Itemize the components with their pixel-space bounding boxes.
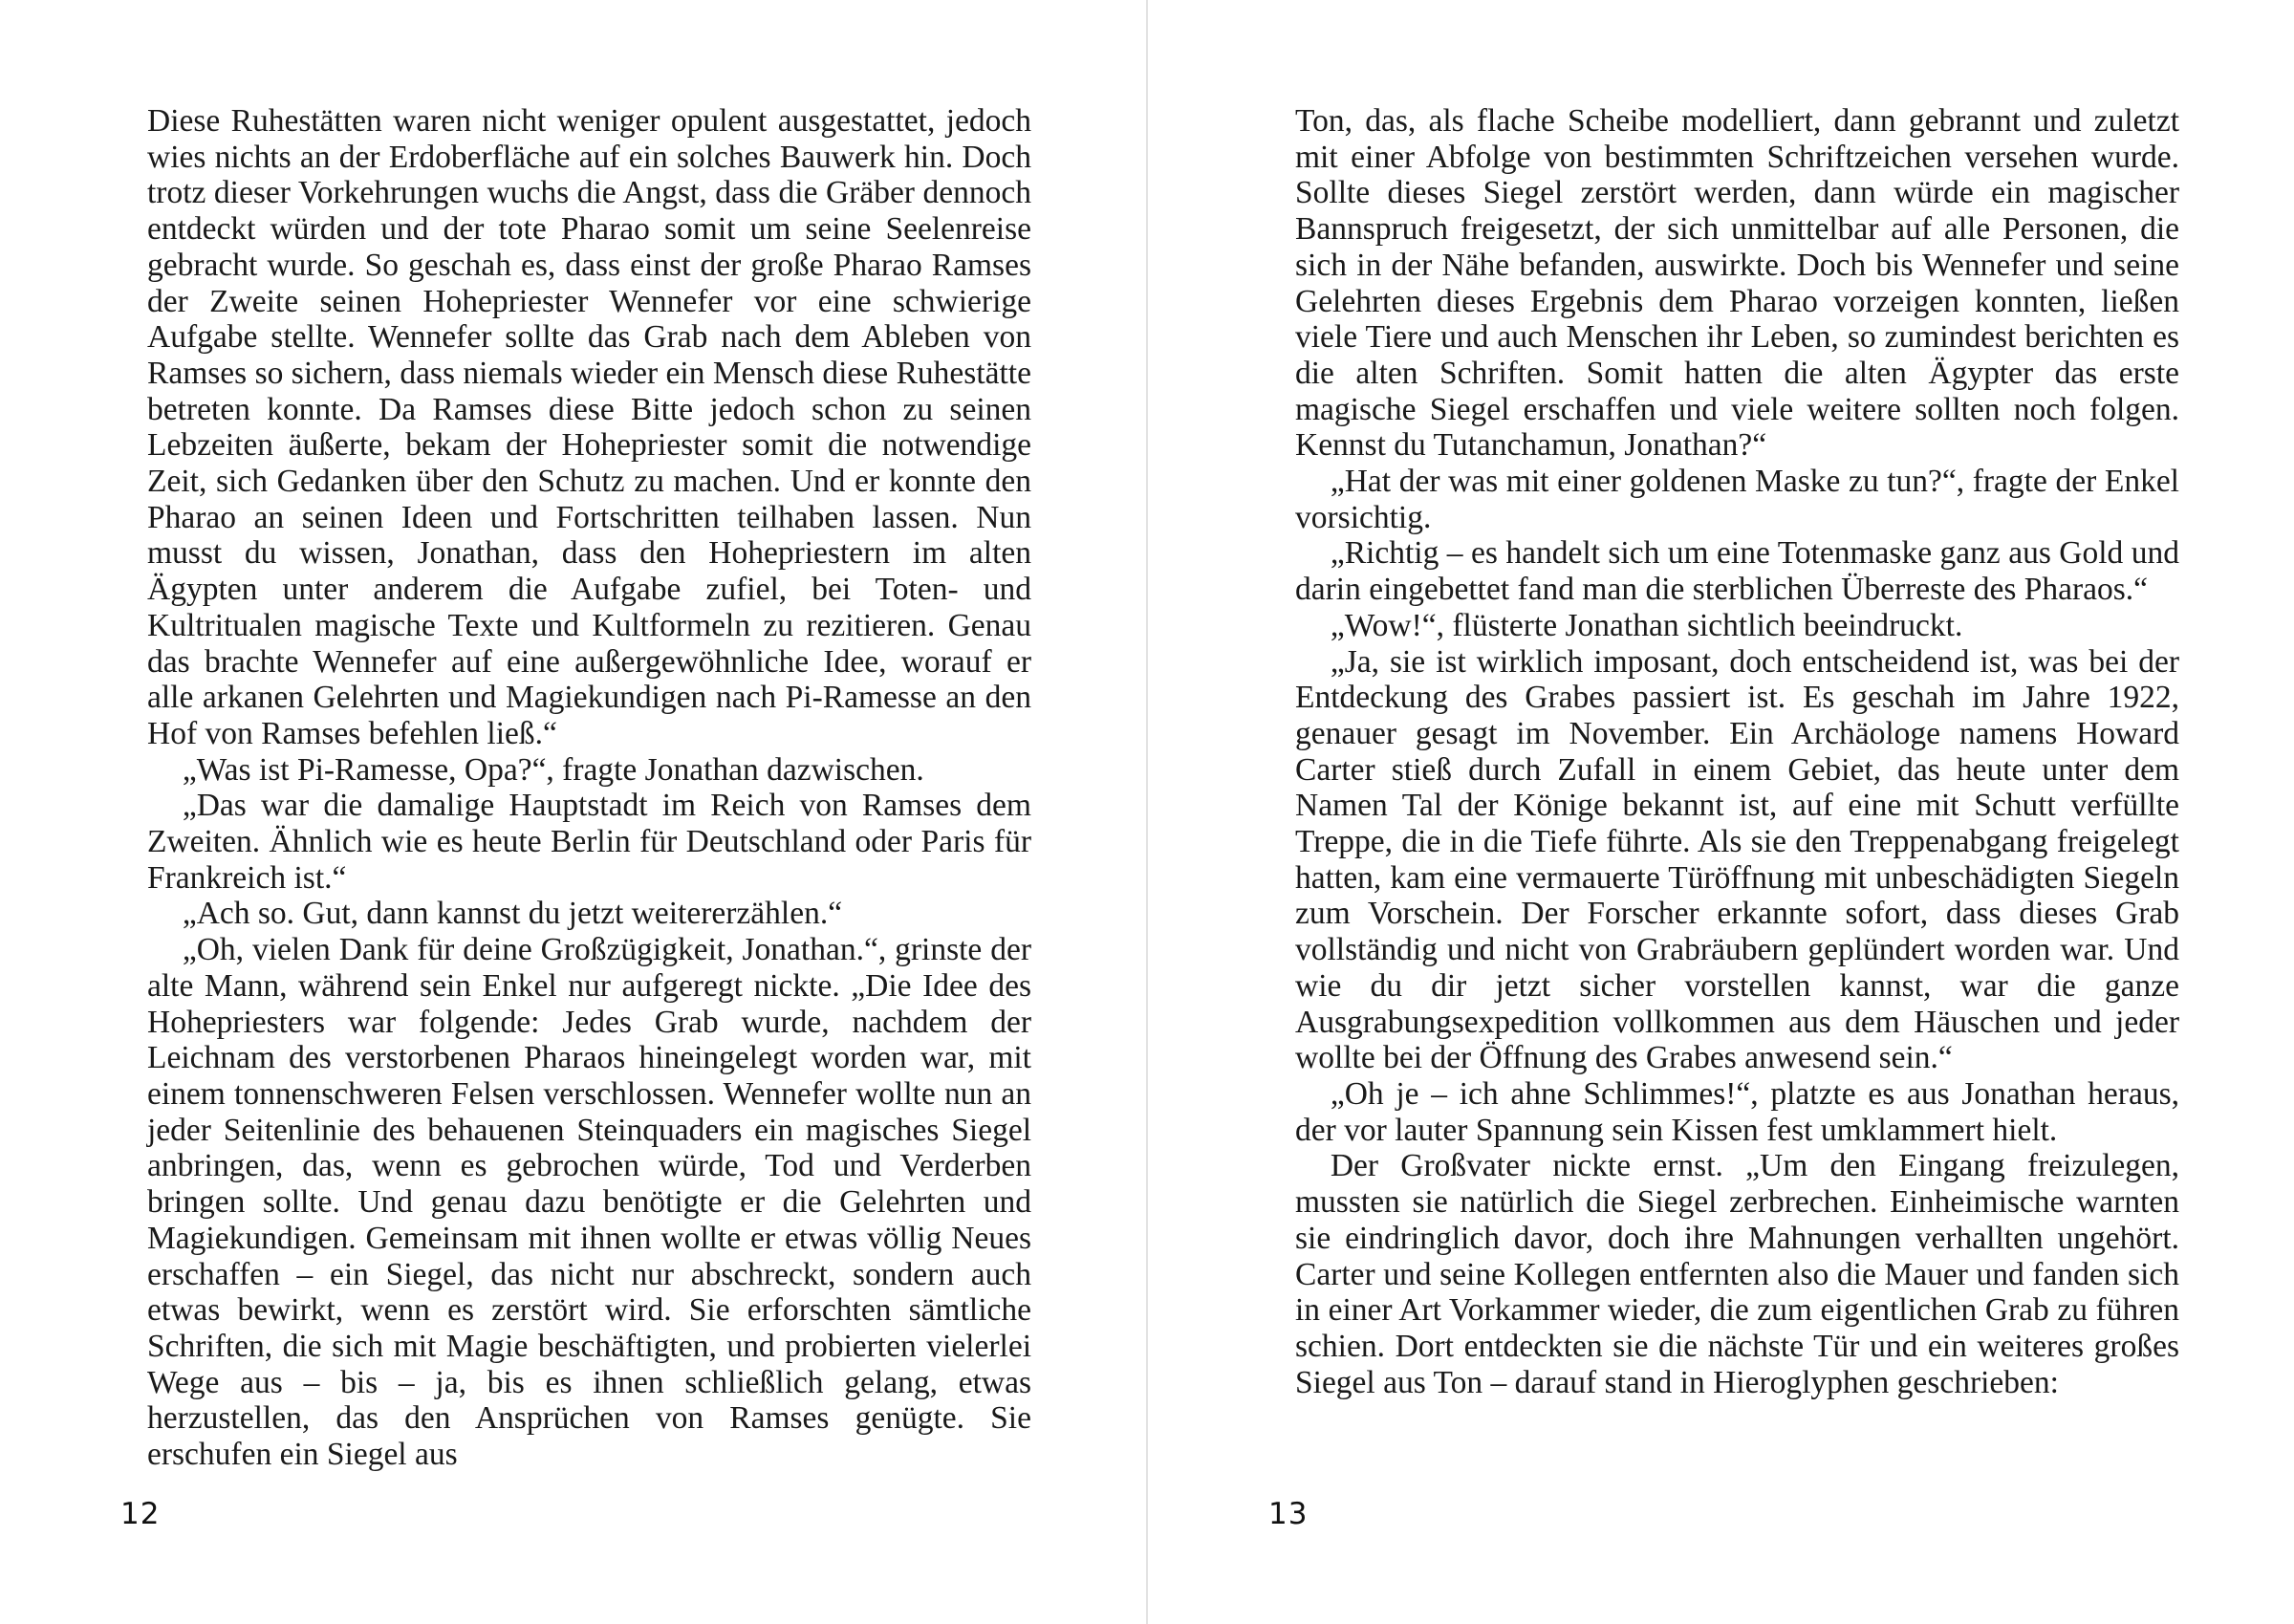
right-page [1148,0,2294,1624]
page-number: 12 [120,1497,161,1531]
page-number: 13 [1268,1497,1309,1531]
paragraph: „Wow!“, flüsterte Jonathan sichtlich beeindruckt. [1330,607,1963,643]
left-page [0,0,1146,1624]
paragraph: „Oh, vielen Dank für deine Großzügigkeit, Jonathan.“, grinste der alte Mann, während sein Enkel nur aufgeregt nickte. „Die Idee des Hohepriesters war folgende: Jedes Grab wurde, nachdem der Leichnam des verstorbenen Pharaos hineingelegt worden war, mit einem tonnenschweren Felsen verschlossen. Wennefer wollte nun an jeder Seitenlinie des behauenen Steinquaders ein magisches Siegel anbringen, das, wenn es gebrochen würde, Tod und Verderben bringen sollte. Und genau dazu benötigte er die Gelehrten und Magiekundigen. Gemeinsam mit ihnen wollte er etwas völlig Neues erschaffen – ein Siegel, das nicht nur abschreckt, sondern auch etwas bewirkt, wenn es zerstört wird. Sie erforschten sämtliche Schriften, die sich mit Magie beschäftigten, und probierten vielerlei Wege aus – bis – ja, bis es ihnen schließlich gelang, etwas herzustellen, das den Ansprüchen von Ramses genügte. Sie erschufen ein Siegel aus [147,932,1031,1473]
paragraph: „Das war die damalige Hauptstadt im Reich von Ramses dem Zweiten. Ähnlich wie es heute Berlin für Deutschland oder Paris für Frankreich ist.“ [147,788,1031,896]
paragraph: „Was ist Pi-Ramesse, Opa?“, fragte Jonathan dazwischen. [182,751,924,788]
paragraph: „Oh je – ich ahne Schlimmes!“, platzte es aus Jonathan heraus, der vor lauter Spannung sein Kissen fest umklammert hielt. [1295,1075,2179,1148]
paragraph: Diese Ruhestätten waren nicht weniger opulent ausgestattet, jedoch wies nichts an der Erdoberfläche auf ein solches Bauwerk hin. Doch trotz dieser Vorkehrungen wuchs die Angst, dass die Gräber dennoch entdeckt würden und der tote Pharao somit um seine Seelenreise gebracht wurde. So geschah es, dass einst der große Pharao Ramses der Zweite seinen Hohepriester Wennefer vor eine schwierige Aufgabe stellte. Wennefer sollte das Grab nach dem Ableben von Ramses so sichern, dass niemals wieder ein Mensch diese Ruhestätte betreten konnte. Da Ramses diese Bitte jedoch schon zu seinen Lebzeiten äußerte, bekam der Hohepriester somit die notwendige Zeit, sich Gedanken über den Schutz zu machen. Und er konnte den Pharao an seinen Ideen und Fortschritten teilhaben lassen. Nun musst du wissen, Jonathan, dass den Hohepriestern im alten Ägypten unter anderem die Aufgabe zufiel, bei Toten- und Kultritualen magische Texte und Kultformeln zu rezitieren. Genau das brachte Wennefer auf eine außergewöhnliche Idee, worauf er alle arkanen Gelehrten und Magiekundigen nach Pi-Ramesse an den Hof von Ramses befehlen ließ.“ [147,103,1031,751]
paragraph: Ton, das, als flache Scheibe modelliert, dann gebrannt und zuletzt mit einer Abfolge von bestimmten Schriftzeichen versehen wurde. Sollte dieses Siegel zerstört werden, dann würde ein magischer Bannspruch freigesetzt, der sich unmittelbar auf alle Personen, die sich in der Nähe befanden, auswirkte. Doch bis Wennefer und seine Gelehrten dieses Ergebnis dem Pharao vorzeigen konnten, ließen viele Tiere und auch Menschen ihr Leben, so zumindest berichten es die alten Schriften. Somit hatten die alten Ägypter das erste magische Siegel erschaffen und viele weitere sollten noch folgen. Kennst du Tutanchamun, Jonathan?“ [1295,103,2179,464]
paragraph: „Ja, sie ist wirklich imposant, doch entscheidend ist, was bei der Entdeckung des Grabes passiert ist. Es geschah im Jahre 1922, genauer gesagt im November. Ein Archäologe namens Howard Carter stieß durch Zufall in einem Gebiet, das heute unter dem Namen Tal der Könige bekannt ist, auf eine mit Schutt verfüllte Treppe, die in die Tiefe führte. Als sie den Treppenabgang freigelegt hatten, kam eine vermauerte Türöffnung mit unbeschädigten Siegeln zum Vorschein. Der Forscher erkannte sofort, dass dieses Grab vollständig und nicht von Grabräubern geplündert worden war. Und wie du dir jetzt sicher vorstellen kannst, war die ganze Ausgrabungsexpedition vollkommen aus dem Häuschen und jeder wollte bei der Öffnung des Grabes anwesend sein.“ [1295,643,2179,1076]
right-page-text [1295,103,2179,1400]
paragraph: Der Großvater nickte ernst. „Um den Eingang freizulegen, mussten sie natürlich die Siegel zerbrechen. Einheimische warnten sie eindringlich davor, doch ihre Mahnungen verhallten ungehört. Carter und seine Kollegen entfernten also die Mauer und fanden sich in einer Art Vorkammer wieder, die zum eigentlichen Grab zu führen schien. Dort entdeckten sie die nächste Tür und ein weiteres großes Siegel aus Ton – darauf stand in Hieroglyphen geschrieben: [1295,1148,2179,1400]
left-page-text [147,103,1031,1473]
paragraph: „Ach so. Gut, dann kannst du jetzt weitererzählen.“ [182,896,843,932]
paragraph: „Hat der was mit einer goldenen Maske zu tun?“, fragte der Enkel vorsichtig. [1295,464,2179,535]
paragraph: „Richtig – es handelt sich um eine Totenmaske ganz aus Gold und darin eingebettet fand man die sterblichen Überreste des Pharaos.“ [1295,535,2179,608]
